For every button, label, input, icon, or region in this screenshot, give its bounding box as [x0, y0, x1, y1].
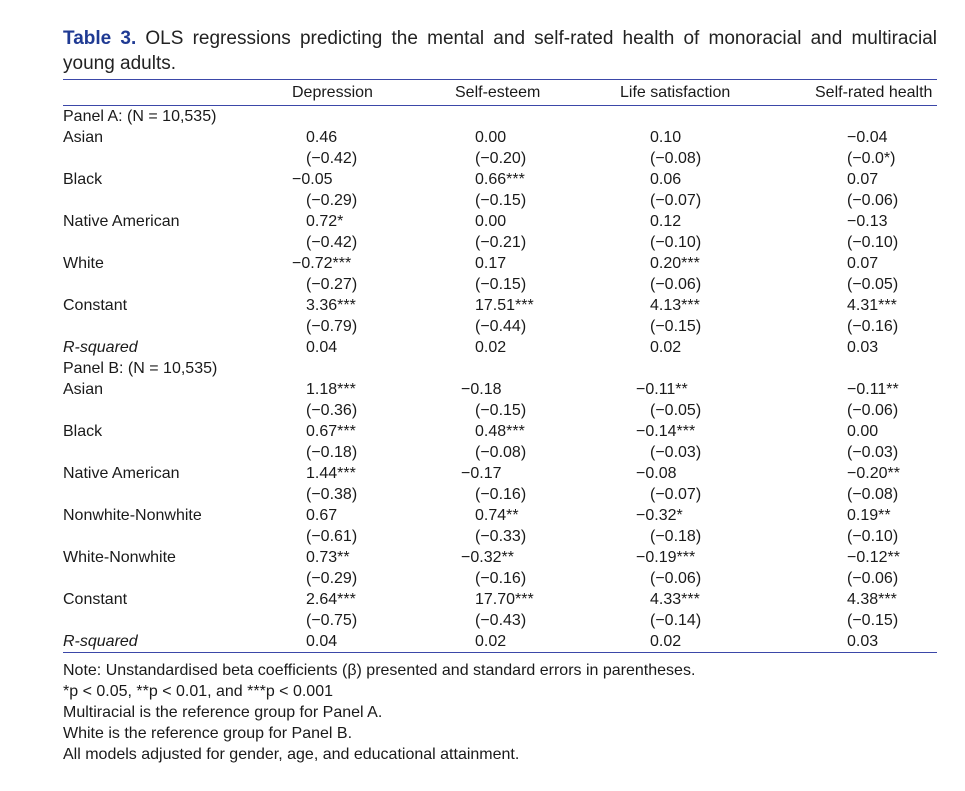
- std-error-cell: (−0.20): [475, 150, 527, 167]
- coefficient-cell: 0.72*: [306, 213, 344, 230]
- std-error-cell: (−0.29): [306, 570, 358, 587]
- row-label: Native American: [63, 465, 180, 482]
- row-label: White: [63, 255, 104, 272]
- row-label: White-Nonwhite: [63, 549, 176, 566]
- coefficient-cell: 0.06: [650, 171, 682, 188]
- std-error-cell: (−0.44): [475, 318, 527, 335]
- coefficient-cell: 0.10: [650, 129, 682, 146]
- coefficient-row: [63, 589, 937, 610]
- std-error-row: [63, 442, 937, 463]
- std-error-cell: (−0.15): [475, 402, 527, 419]
- coefficient-cell: −0.72***: [292, 255, 352, 272]
- coefficient-cell: 0.00: [475, 213, 507, 230]
- coefficient-cell: 0.12: [650, 213, 682, 230]
- r-squared-cell: 0.03: [847, 633, 879, 650]
- coefficient-cell: 4.38***: [847, 591, 897, 608]
- coefficient-cell: 0.19**: [847, 507, 891, 524]
- std-error-cell: (−0.14): [650, 612, 702, 629]
- std-error-cell: (−0.08): [847, 486, 899, 503]
- coefficient-row: [63, 127, 937, 148]
- std-error-cell: (−0.0*): [847, 150, 896, 167]
- std-error-cell: (−0.15): [475, 192, 527, 209]
- coefficient-cell: −0.20**: [847, 465, 900, 482]
- coefficient-cell: −0.19***: [636, 549, 696, 566]
- header-self-esteem: Self-esteem: [455, 84, 541, 101]
- r-squared-cell: 0.03: [847, 339, 879, 356]
- row-label: Asian: [63, 381, 104, 398]
- row-label-blank: [63, 148, 292, 169]
- coefficient-cell: −0.05: [292, 171, 333, 188]
- std-error-cell: (−0.07): [650, 192, 702, 209]
- std-error-cell: (−0.06): [650, 570, 702, 587]
- row-label: Black: [63, 171, 103, 188]
- header-self-rated-health: Self-rated health: [815, 84, 933, 101]
- std-error-cell: (−0.79): [306, 318, 358, 335]
- row-label-blank: [63, 484, 292, 505]
- std-error-row: [63, 232, 937, 253]
- std-error-cell: (−0.16): [475, 570, 527, 587]
- coefficient-row: [63, 421, 937, 442]
- r-squared-label: [63, 631, 292, 653]
- coefficient-cell: 17.70***: [475, 591, 534, 608]
- coefficient-cell: 0.46: [306, 129, 338, 146]
- std-error-cell: (−0.18): [306, 444, 358, 461]
- coefficient-cell: 4.31***: [847, 297, 897, 314]
- row-label: Native American: [63, 213, 180, 230]
- r-squared-cell: 0.02: [650, 339, 682, 356]
- r-squared-text: R-squared: [63, 633, 138, 650]
- table-container: [63, 26, 937, 765]
- header-row: [63, 80, 937, 106]
- std-error-cell: (−0.15): [650, 318, 702, 335]
- coefficient-cell: 3.36***: [306, 297, 356, 314]
- row-label: Constant: [63, 297, 128, 314]
- coefficient-row: [63, 253, 937, 274]
- coefficient-cell: −0.11**: [847, 381, 899, 398]
- row-label-blank: [63, 232, 292, 253]
- coefficient-cell: 0.67***: [306, 423, 356, 440]
- std-error-cell: (−0.06): [847, 192, 899, 209]
- panel-title: Panel A: (N = 10,535): [63, 108, 217, 125]
- r-squared-cell: 0.04: [306, 633, 338, 650]
- row-label: Nonwhite-Nonwhite: [63, 507, 202, 524]
- std-error-cell: (−0.15): [847, 612, 899, 629]
- r-squared-cell: 0.02: [650, 633, 682, 650]
- note-line: Multiracial is the reference group for Panel A.: [63, 704, 383, 721]
- std-error-cell: (−0.27): [306, 276, 358, 293]
- coefficient-cell: 0.20***: [650, 255, 700, 272]
- std-error-cell: (−0.18): [650, 528, 702, 545]
- r-squared-row: [63, 337, 937, 358]
- std-error-cell: (−0.21): [475, 234, 527, 251]
- coefficient-cell: 1.18***: [306, 381, 356, 398]
- coefficient-cell: 0.00: [475, 129, 507, 146]
- header-blank: [63, 80, 292, 106]
- row-label-blank: [63, 400, 292, 421]
- std-error-cell: (−0.10): [847, 234, 899, 251]
- header-life-satisfaction: Life satisfaction: [620, 84, 731, 101]
- std-error-cell: (−0.16): [847, 318, 899, 335]
- r-squared-cell: 0.02: [475, 339, 507, 356]
- coefficient-cell: −0.17: [461, 465, 502, 482]
- note-line: *p < 0.05, **p < 0.01, and ***p < 0.001: [63, 683, 333, 700]
- coefficient-cell: 17.51***: [475, 297, 534, 314]
- std-error-cell: (−0.43): [475, 612, 527, 629]
- note-line: Note: Unstandardised beta coefficients (β) presented and standard errors in parentheses.: [63, 662, 696, 679]
- coefficient-cell: 0.00: [847, 423, 879, 440]
- std-error-cell: (−0.10): [847, 528, 899, 545]
- table-label: Table 3.: [63, 28, 137, 49]
- panel-title: Panel B: (N = 10,535): [63, 360, 218, 377]
- note-line: All models adjusted for gender, age, and educational attainment.: [63, 746, 520, 763]
- std-error-cell: (−0.08): [650, 150, 702, 167]
- std-error-cell: (−0.08): [475, 444, 527, 461]
- table-notes: [63, 660, 937, 765]
- r-squared-cell: 0.02: [475, 633, 507, 650]
- std-error-row: [63, 148, 937, 169]
- std-error-row: [63, 610, 937, 631]
- std-error-cell: (−0.03): [847, 444, 899, 461]
- std-error-cell: (−0.16): [475, 486, 527, 503]
- std-error-row: [63, 484, 937, 505]
- row-label-blank: [63, 442, 292, 463]
- std-error-row: [63, 526, 937, 547]
- coefficient-cell: −0.04: [847, 129, 888, 146]
- coefficient-cell: 0.66***: [475, 171, 525, 188]
- header-depression: Depression: [292, 84, 373, 101]
- r-squared-cell: 0.04: [306, 339, 338, 356]
- note-line: White is the reference group for Panel B.: [63, 725, 353, 742]
- coefficient-cell: 4.13***: [650, 297, 700, 314]
- std-error-row: [63, 274, 937, 295]
- coefficient-row: [63, 295, 937, 316]
- std-error-cell: (−0.05): [650, 402, 702, 419]
- coefficient-cell: −0.12**: [847, 549, 900, 566]
- std-error-cell: (−0.06): [847, 402, 899, 419]
- std-error-cell: (−0.07): [650, 486, 702, 503]
- row-label: Constant: [63, 591, 128, 608]
- coefficient-cell: 4.33***: [650, 591, 700, 608]
- std-error-cell: (−0.29): [306, 192, 358, 209]
- coefficient-cell: 0.73**: [306, 549, 350, 566]
- r-squared-row: [63, 631, 937, 653]
- std-error-cell: (−0.42): [306, 234, 358, 251]
- row-label-blank: [63, 526, 292, 547]
- row-label-blank: [63, 274, 292, 295]
- coefficient-cell: 1.44***: [306, 465, 356, 482]
- coefficient-cell: −0.14***: [636, 423, 696, 440]
- panel-title-row: [63, 358, 937, 379]
- coefficient-cell: −0.18: [461, 381, 502, 398]
- std-error-row: [63, 568, 937, 589]
- row-label: Black: [63, 423, 103, 440]
- coefficient-cell: −0.08: [636, 465, 677, 482]
- coefficient-cell: 2.64***: [306, 591, 356, 608]
- coefficient-row: [63, 379, 937, 400]
- coefficient-row: [63, 463, 937, 484]
- panel-title-row: [63, 106, 937, 128]
- row-label-blank: [63, 190, 292, 211]
- std-error-cell: (−0.36): [306, 402, 358, 419]
- std-error-cell: (−0.06): [847, 570, 899, 587]
- std-error-cell: (−0.33): [475, 528, 527, 545]
- std-error-cell: (−0.38): [306, 486, 358, 503]
- coefficient-cell: 0.74**: [475, 507, 519, 524]
- coefficient-row: [63, 505, 937, 526]
- coefficient-cell: 0.48***: [475, 423, 525, 440]
- std-error-cell: (−0.05): [847, 276, 899, 293]
- table-title: OLS regressions predicting the mental and self-rated health of monoracial and multiracial young adults.: [63, 28, 937, 74]
- table-caption: [63, 26, 937, 76]
- std-error-cell: (−0.15): [475, 276, 527, 293]
- std-error-cell: (−0.75): [306, 612, 358, 629]
- coefficient-cell: 0.67: [306, 507, 338, 524]
- std-error-cell: (−0.61): [306, 528, 358, 545]
- r-squared-label: [63, 337, 292, 358]
- coefficient-cell: −0.11**: [636, 381, 688, 398]
- coefficient-cell: −0.13: [847, 213, 888, 230]
- std-error-row: [63, 316, 937, 337]
- std-error-cell: (−0.06): [650, 276, 702, 293]
- std-error-cell: (−0.42): [306, 150, 358, 167]
- table-body: [63, 106, 937, 653]
- coefficient-cell: 0.17: [475, 255, 507, 272]
- row-label: Asian: [63, 129, 104, 146]
- coefficient-row: [63, 547, 937, 568]
- std-error-row: [63, 400, 937, 421]
- regression-table: [63, 80, 937, 653]
- row-label-blank: [63, 610, 292, 631]
- coefficient-row: [63, 211, 937, 232]
- coefficient-row: [63, 169, 937, 190]
- std-error-row: [63, 190, 937, 211]
- coefficient-cell: −0.32**: [461, 549, 514, 566]
- coefficient-cell: −0.32*: [636, 507, 683, 524]
- std-error-cell: (−0.10): [650, 234, 702, 251]
- coefficient-cell: 0.07: [847, 255, 879, 272]
- std-error-cell: (−0.03): [650, 444, 702, 461]
- coefficient-cell: 0.07: [847, 171, 879, 188]
- row-label-blank: [63, 316, 292, 337]
- row-label-blank: [63, 568, 292, 589]
- r-squared-text: R-squared: [63, 339, 138, 356]
